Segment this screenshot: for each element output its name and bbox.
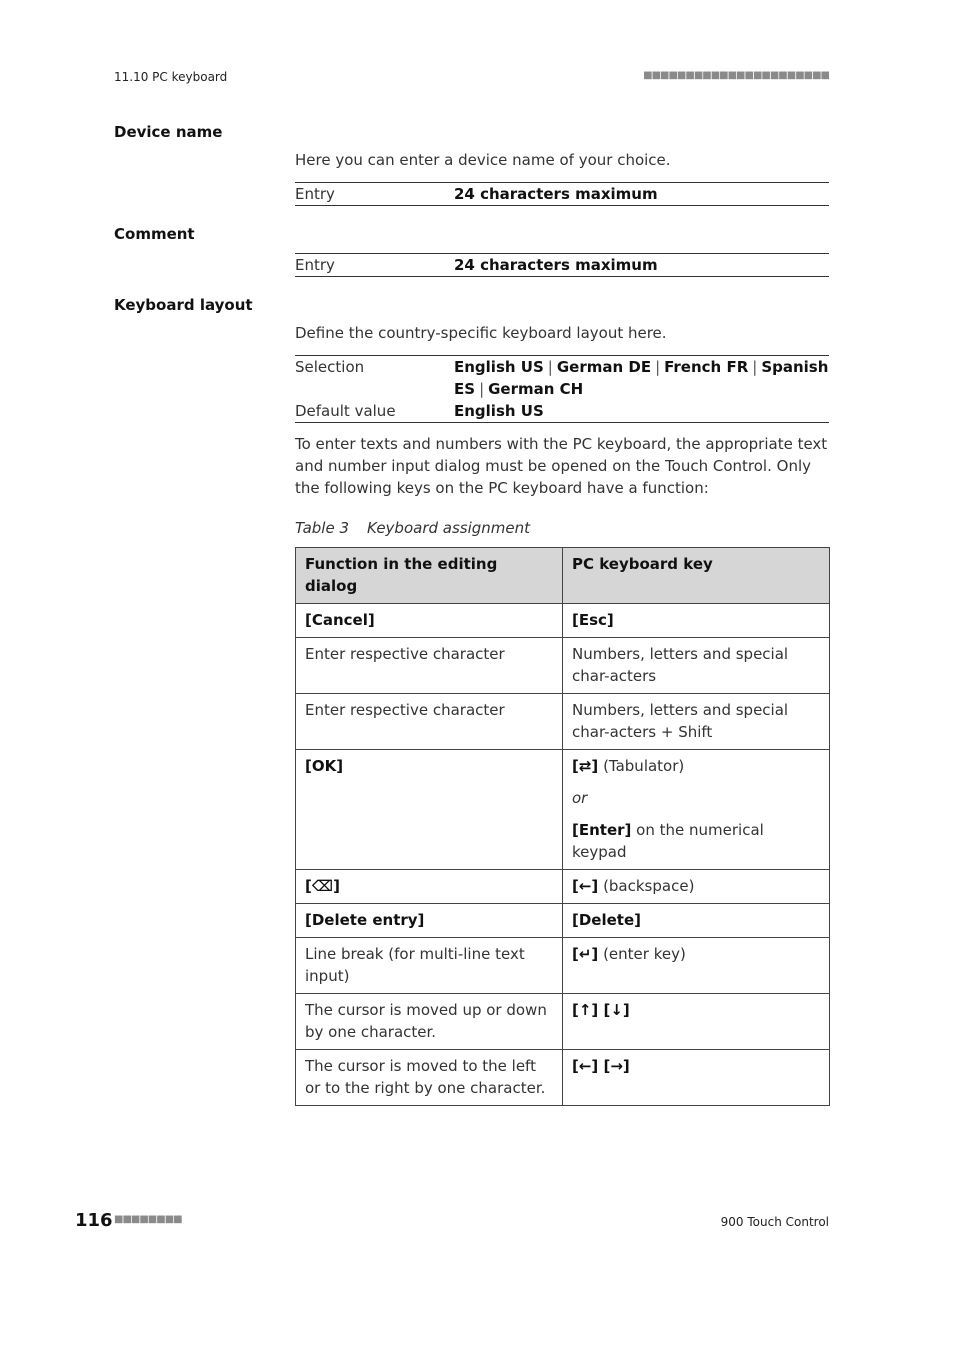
arrow-left-right-keys-icon: [←] [→] <box>563 1050 830 1106</box>
key-description: (enter key) <box>603 945 686 963</box>
entry-value: 24 characters maximum <box>454 256 658 274</box>
table-row <box>296 904 830 938</box>
keyboard-layout-description: Define the country-specific keyboard layout here. <box>295 324 667 342</box>
enter-key-icon: [↵] <box>572 945 599 963</box>
running-header-section: 11.10 PC keyboard <box>114 70 228 84</box>
entry-row <box>295 254 829 276</box>
default-value-row <box>295 400 829 422</box>
function-cell: [Cancel] <box>296 604 563 638</box>
table-row <box>296 750 830 870</box>
option-separator: | <box>547 358 553 376</box>
function-cell: The cursor is moved to the left or to the right by one character. <box>296 1050 563 1106</box>
option-german-ch: German CH <box>488 380 584 398</box>
table-row <box>296 1050 830 1106</box>
key-cell: [Delete] <box>563 904 830 938</box>
table-row <box>296 938 830 994</box>
header-key: PC keyboard key <box>563 548 830 604</box>
backspace-key-icon: [←] <box>572 877 599 895</box>
key-description: (Tabulator) <box>603 757 685 775</box>
entry-row <box>295 183 829 205</box>
selection-options <box>454 356 829 400</box>
selection-label: Selection <box>295 358 365 376</box>
key-cell: Numbers, letters and special char-acters <box>563 638 830 694</box>
or-text: or <box>572 789 588 807</box>
option-spanish-es: Spanish ES <box>454 358 829 398</box>
footer-decoration-dots: ■■■■■■■■ <box>114 1214 182 1225</box>
key-cell <box>563 750 830 870</box>
option-separator: | <box>752 358 758 376</box>
function-cell: Enter respective character <box>296 638 563 694</box>
option-german-de: German DE <box>556 358 652 376</box>
option-french-fr: French FR <box>664 358 749 376</box>
table-row <box>296 638 830 694</box>
function-cell: [OK] <box>296 750 563 870</box>
table-header-row <box>296 548 830 604</box>
option-separator: | <box>655 358 661 376</box>
enter-key-label: [Enter] <box>572 821 632 839</box>
table-caption-number: Table 3 <box>295 519 350 537</box>
default-value: English US <box>454 402 544 420</box>
comment-title: Comment <box>114 225 195 243</box>
table-caption <box>295 519 530 537</box>
option-separator: | <box>479 380 485 398</box>
keyboard-layout-properties <box>295 355 829 423</box>
header-decoration-dots: ■■■■■■■■■■■■■■■■■■■■■■ <box>643 70 829 81</box>
key-cell <box>563 870 830 904</box>
function-cell: Line break (for multi-line text input) <box>296 938 563 994</box>
backspace-function-icon: [⌫] <box>296 870 563 904</box>
keyboard-intro-paragraph: To enter texts and numbers with the PC keyboard, the appropriate text and number input dialog must be opened on the Touch Control. Only the following keys on the PC keyboard have a function: <box>295 435 828 497</box>
table-caption-title: Keyboard assignment <box>367 519 531 537</box>
function-cell: [Delete entry] <box>296 904 563 938</box>
key-line <box>572 819 820 863</box>
entry-value: 24 characters maximum <box>454 185 658 203</box>
footer-product-name: 900 Touch Control <box>720 1215 829 1229</box>
page-number: 116 <box>75 1210 113 1231</box>
key-cell <box>563 938 830 994</box>
entry-label: Entry <box>295 256 335 274</box>
selection-row <box>295 356 829 400</box>
table-row <box>296 694 830 750</box>
key-cell: Numbers, letters and special char-acters + Shift <box>563 694 830 750</box>
keyboard-layout-title: Keyboard layout <box>114 296 253 314</box>
default-value-label: Default value <box>295 402 396 420</box>
key-cell: [Esc] <box>563 604 830 638</box>
device-name-properties <box>295 182 829 206</box>
key-description: on the numerical keypad <box>572 821 764 861</box>
table-row <box>296 870 830 904</box>
arrow-up-down-keys-icon: [↑] [↓] <box>563 994 830 1050</box>
device-name-description: Here you can enter a device name of your choice. <box>295 151 671 169</box>
option-english-us: English US <box>454 358 544 376</box>
entry-label: Entry <box>295 185 335 203</box>
key-line <box>572 755 820 777</box>
function-cell: Enter respective character <box>296 694 563 750</box>
table-row <box>296 604 830 638</box>
function-cell: The cursor is moved up or down by one character. <box>296 994 563 1050</box>
tab-key-icon: [⇄] <box>572 757 599 775</box>
key-description: (backspace) <box>603 877 695 895</box>
keyboard-assignment-table <box>295 547 830 1106</box>
header-function: Function in the editing dialog <box>296 548 563 604</box>
table-row <box>296 994 830 1050</box>
device-name-title: Device name <box>114 123 223 141</box>
comment-properties <box>295 253 829 277</box>
